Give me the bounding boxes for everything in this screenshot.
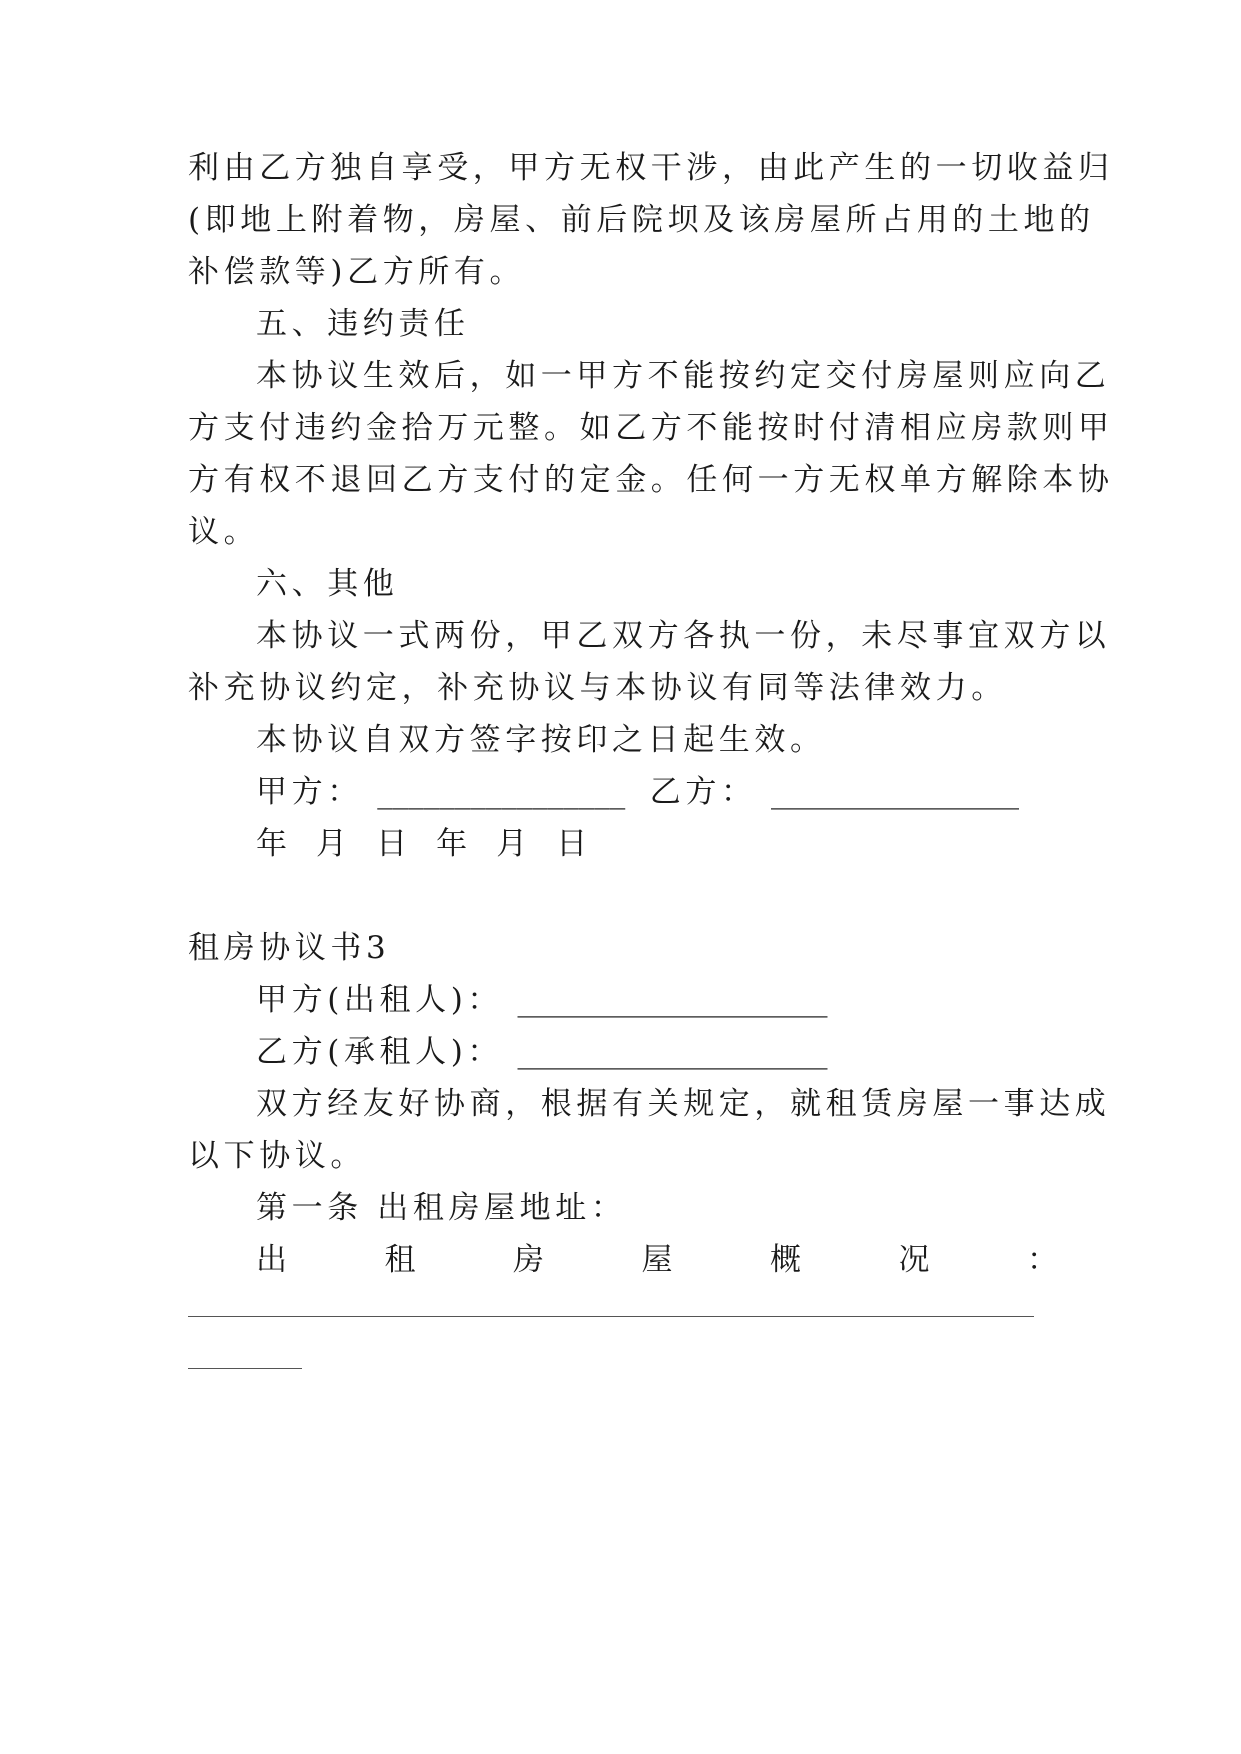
paragraph-line: 本协议一式两份，甲乙双方各执一份，未尽事宜双方以 — [256, 618, 1111, 654]
paragraph-line: 以下协议。 — [188, 1138, 366, 1174]
party-b-label: 乙方： — [649, 774, 757, 810]
overview-fill-line[interactable] — [188, 1316, 1034, 1317]
section-heading-other: 六、其他 — [256, 566, 399, 602]
signature-line — [256, 767, 1058, 817]
overview-char: 出 — [256, 1242, 287, 1278]
paragraph-line: 方支付违约金拾万元整。如乙方不能按时付清相应房款则甲 — [188, 410, 1114, 446]
overview-char: 屋 — [641, 1242, 673, 1278]
paragraph-line: 方有权不退回乙方支付的定金。任何一方无权单方解除本协 — [188, 462, 1114, 498]
lessee-line — [256, 1027, 1058, 1077]
date-line: 年 月 日 年 月 日 — [256, 826, 592, 862]
overview-char: ： — [1027, 1242, 1058, 1278]
article-1-heading: 第一条 出租房屋地址： — [256, 1190, 627, 1226]
section-title: 租房协议书3 — [188, 930, 391, 966]
party-a-signature-blank[interactable]: ________________ — [377, 774, 626, 810]
lessee-blank[interactable]: ____________________ — [517, 1034, 828, 1070]
overview-char: 况 — [898, 1242, 930, 1278]
section-heading-breach: 五、违约责任 — [256, 306, 470, 342]
paragraph-line: 本协议生效后，如一甲方不能按约定交付房屋则应向乙 — [256, 358, 1111, 394]
paragraph-line: (即地上附着物，房屋、前后院坝及该房屋所占用的土地的 — [188, 202, 1095, 238]
paragraph-line: 议。 — [188, 514, 260, 550]
party-a-label: 甲方： — [256, 774, 363, 810]
lessor-blank[interactable]: ____________________ — [517, 982, 828, 1018]
paragraph-line: 双方经友好协商，根据有关规定，就租赁房屋一事达成 — [256, 1086, 1111, 1122]
party-b-signature-blank[interactable]: ________________ — [771, 774, 1020, 810]
paragraph-line: 补充协议约定，补充协议与本协议有同等法律效力。 — [188, 670, 1007, 706]
overview-line — [256, 1235, 1058, 1285]
overview-char: 租 — [384, 1242, 416, 1278]
overview-fill-line[interactable] — [188, 1368, 302, 1369]
lessee-label: 乙方(承租人)： — [256, 1034, 503, 1070]
lessor-label: 甲方(出租人)： — [256, 982, 503, 1018]
overview-char: 概 — [770, 1242, 801, 1278]
overview-char: 房 — [513, 1242, 544, 1278]
paragraph-line: 利由乙方独自享受，甲方无权干涉，由此产生的一切收益归 — [188, 150, 1114, 186]
paragraph-line: 补偿款等)乙方所有。 — [188, 254, 526, 290]
paragraph-line: 本协议自双方签字按印之日起生效。 — [256, 722, 826, 758]
lessor-line — [256, 975, 1058, 1025]
